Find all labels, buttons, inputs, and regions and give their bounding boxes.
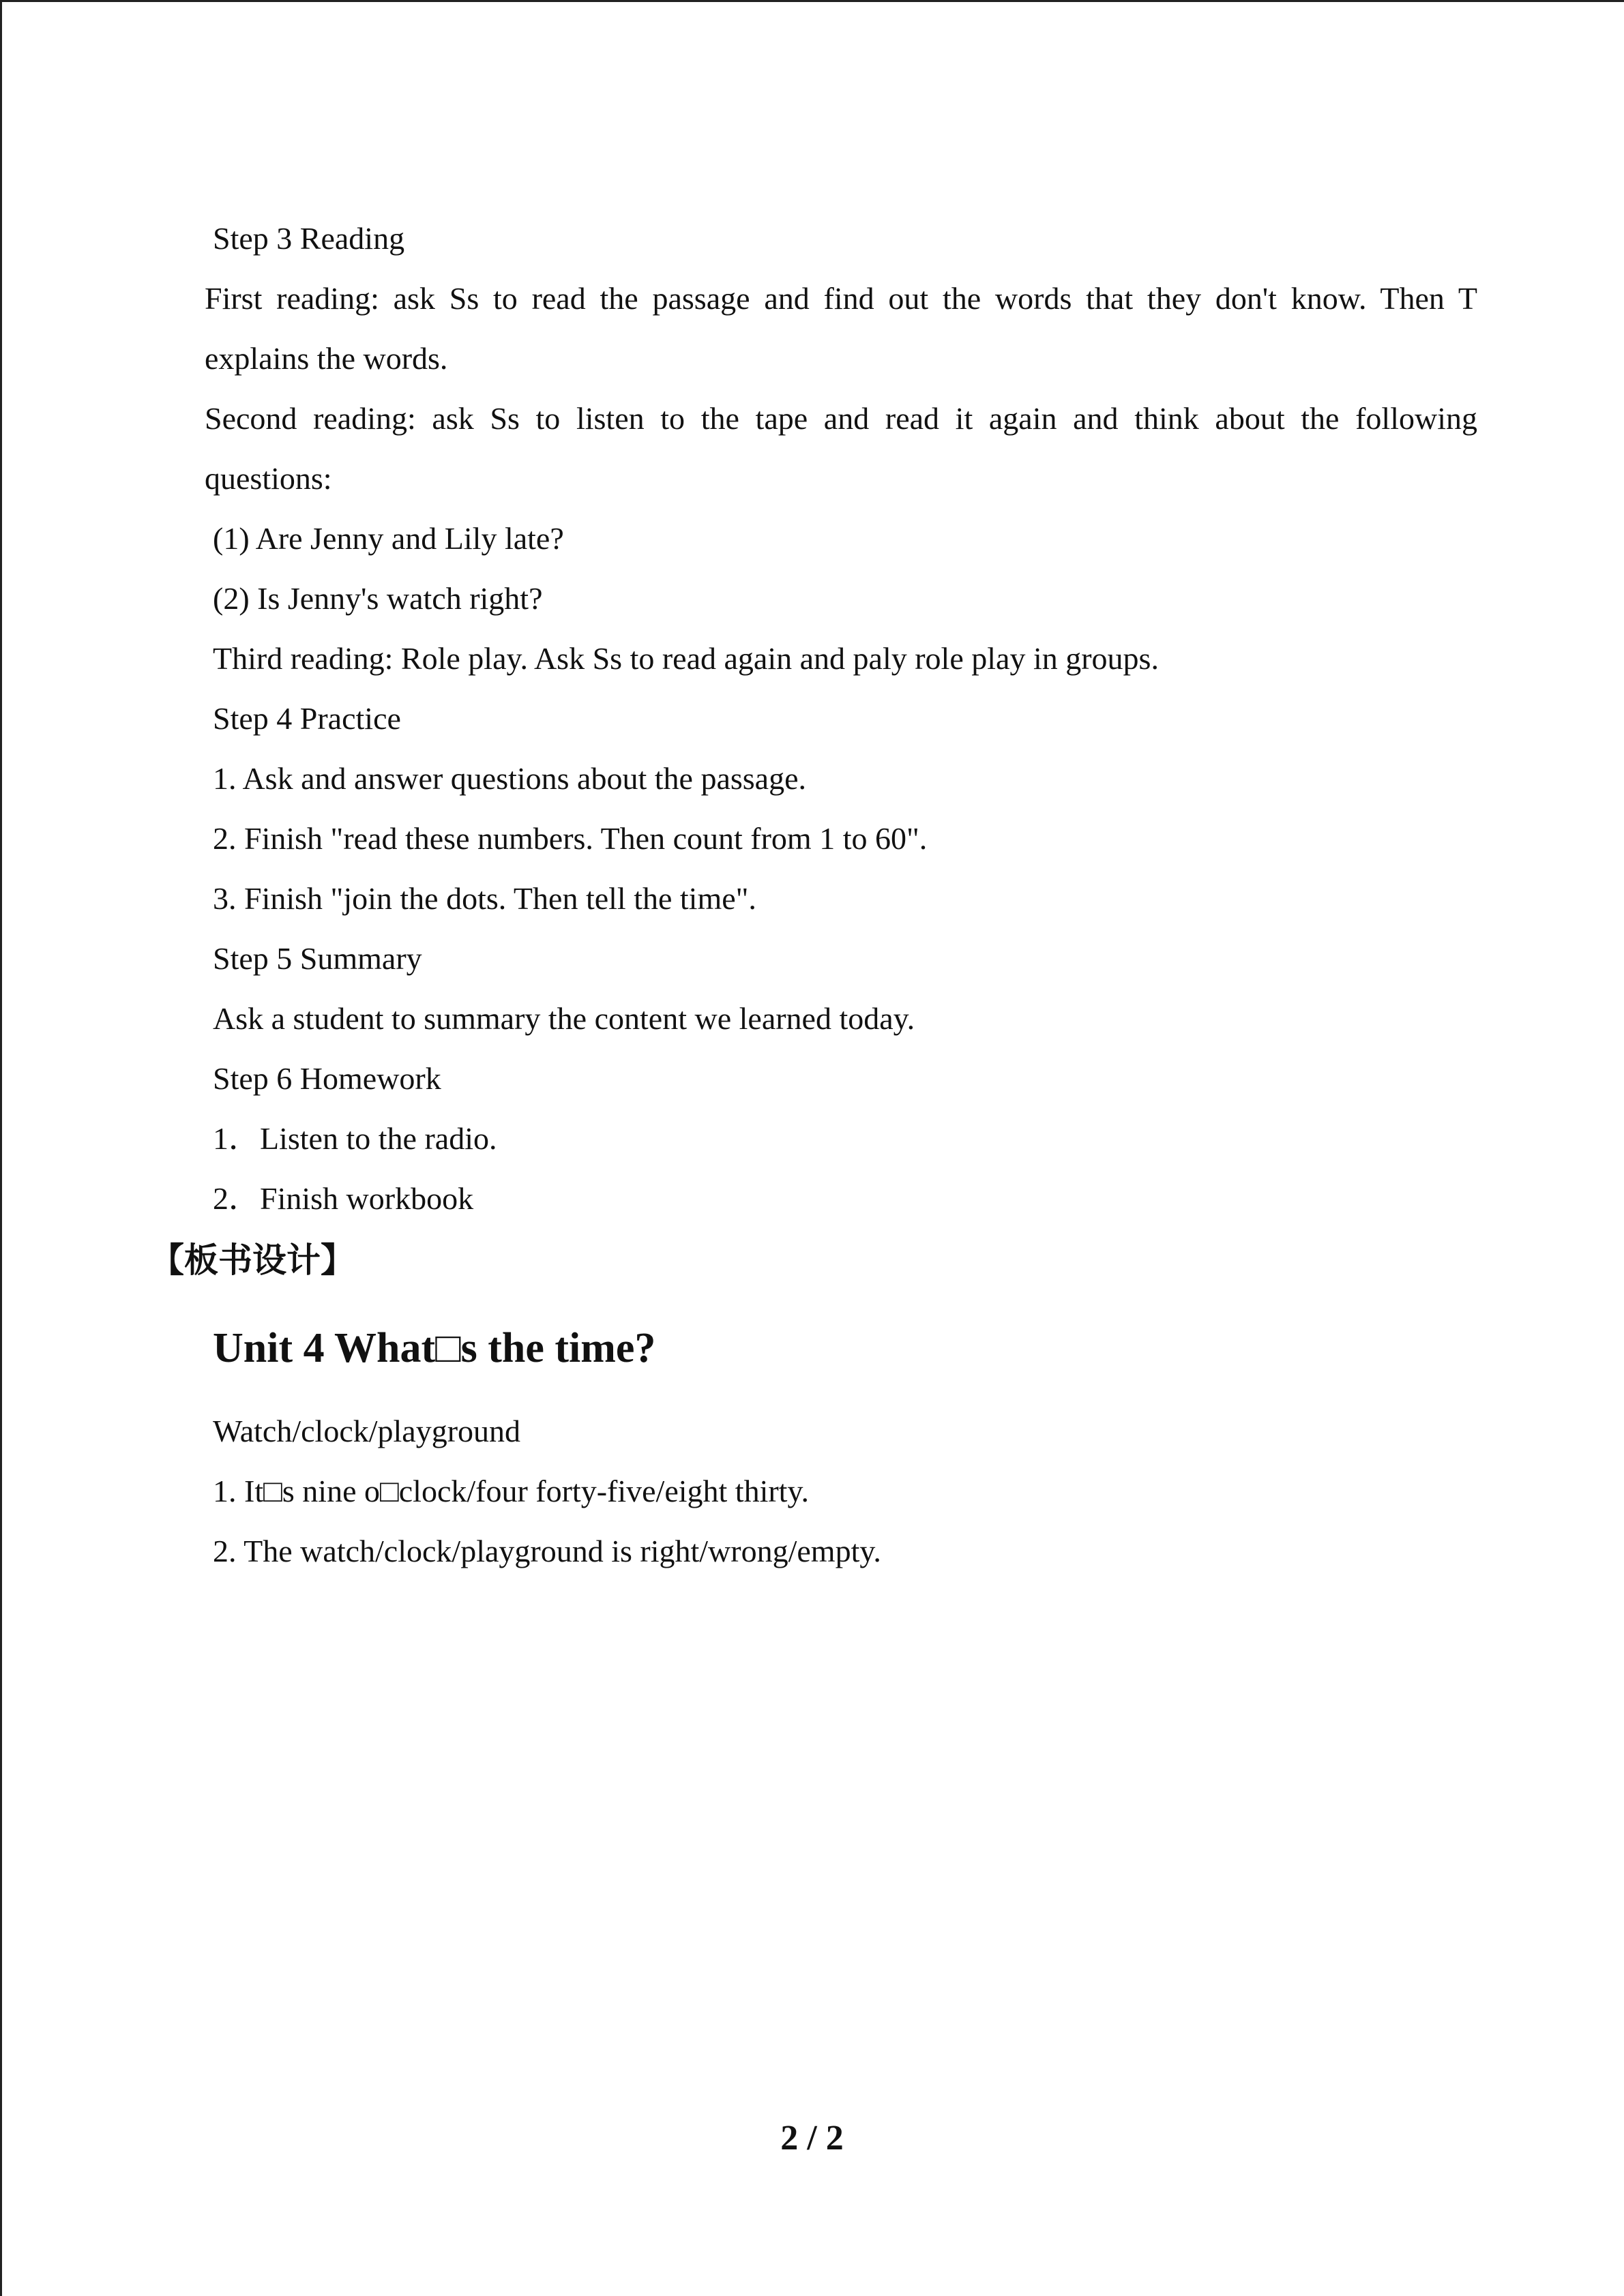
page-number: 2 / 2 [780, 2119, 844, 2158]
question-2: (2) Is Jenny's watch right? [213, 581, 543, 616]
board-sentence-2: 2. The watch/clock/playground is right/wrong/empty. [213, 1534, 881, 1568]
practice-item-2: 2. Finish "read these numbers. Then count from 1 to 60". [213, 821, 928, 856]
first-reading-line-2: explains the words. [205, 341, 448, 376]
step-5-title: Step 5 Summary [213, 941, 422, 976]
first-reading-line-1: First reading: ask Ss to read the passage and find out the words that they don't know. Then T [205, 281, 1477, 316]
board-sentence-1: 1. It□s nine o□clock/four forty-five/eight thirty. [213, 1474, 809, 1508]
question-1: (1) Are Jenny and Lily late? [213, 521, 564, 556]
step-6-title: Step 6 Homework [213, 1061, 441, 1096]
second-reading-line-1: Second reading: ask Ss to listen to the tape and read it again and think about the following [205, 401, 1477, 436]
board-vocab: Watch/clock/playground [213, 1414, 521, 1448]
step-4-title: Step 4 Practice [213, 701, 401, 736]
practice-item-1: 1. Ask and answer questions about the passage. [213, 761, 807, 796]
practice-item-3: 3. Finish "join the dots. Then tell the time". [213, 881, 756, 916]
step-3-title: Step 3 Reading [213, 221, 405, 256]
summary-text: Ask a student to summary the content we learned today. [213, 1001, 915, 1036]
third-reading: Third reading: Role play. Ask Ss to read again and paly role play in groups. [213, 641, 1159, 676]
second-reading-line-2: questions: [205, 461, 332, 496]
homework-item-1: 1．Listen to the radio. [213, 1121, 497, 1156]
homework-item-2: 2．Finish workbook [213, 1181, 474, 1216]
board-title: Unit 4 What□s the time? [213, 1325, 656, 1371]
board-design-heading: 【板书设计】 [150, 1240, 355, 1280]
